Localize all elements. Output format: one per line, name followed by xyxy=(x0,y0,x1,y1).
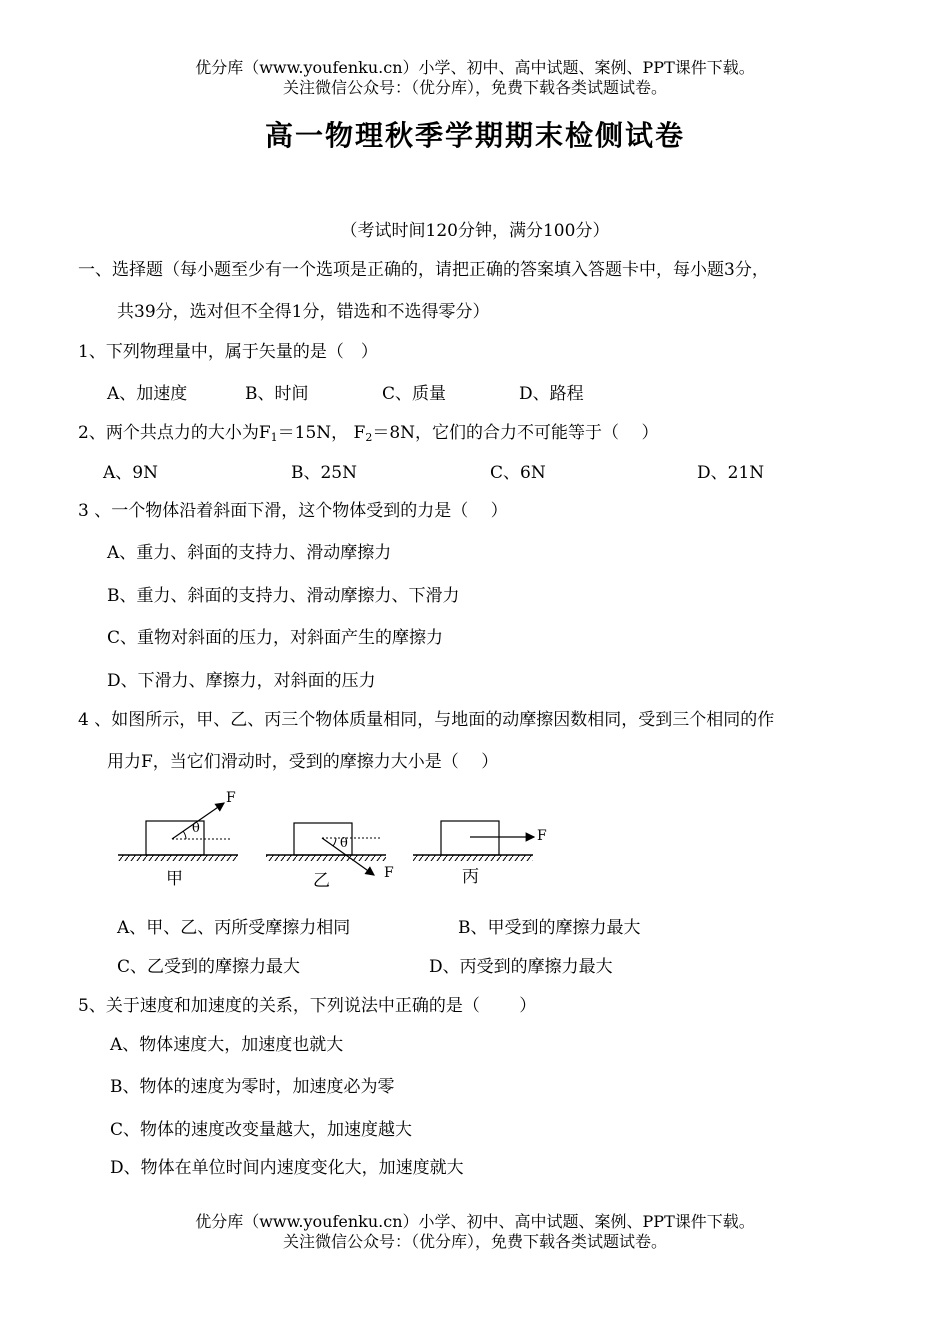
force-label-yi: F xyxy=(384,865,394,881)
label-jia: 甲 xyxy=(166,869,183,889)
figure-bing xyxy=(413,821,547,887)
q1-option-a: A、加速度 xyxy=(107,384,188,404)
q3-option-c: C、重物对斜面的压力，对斜面产生的摩擦力 xyxy=(107,628,444,648)
q1-option-d: D、路程 xyxy=(519,384,584,404)
section-heading: 一、选择题（每小题至少有一个选项是正确的，请把正确的答案填入答题卡中，每小题3分， xyxy=(78,260,769,280)
question-4-stem: 4 、如图所示，甲、乙、丙三个物体质量相同，与地面的动摩擦因数相同，受到三个相同的作 xyxy=(78,710,775,730)
section-heading-cont: 共39分，选对但不全得1分，错选和不选得零分） xyxy=(117,302,490,322)
question-1-stem: 1、下列物理量中，属于矢量的是（ ） xyxy=(78,342,378,362)
friction-figure xyxy=(110,785,560,895)
q4-option-c: C、乙受到的摩擦力最大 xyxy=(117,957,301,977)
question-3-stem: 3 、一个物体沿着斜面下滑，这个物体受到的力是（ ） xyxy=(78,501,508,521)
force-label-bing: F xyxy=(537,828,547,844)
figure-jia xyxy=(118,790,238,889)
q5-option-b: B、物体的速度为零时，加速度必为零 xyxy=(110,1077,395,1097)
q2-option-c: C、6N xyxy=(490,463,546,483)
angle-label-jia: θ xyxy=(192,821,200,836)
q4-option-d: D、丙受到的摩擦力最大 xyxy=(429,957,613,977)
q4-option-b: B、甲受到的摩擦力最大 xyxy=(458,918,641,938)
question-4-stem-cont: 用力F，当它们滑动时，受到的摩擦力大小是（ ） xyxy=(107,752,499,772)
force-label-jia: F xyxy=(226,790,236,806)
q2-option-b: B、25N xyxy=(291,463,357,483)
question-5-stem: 5、关于速度和加速度的关系，下列说法中正确的是（ ） xyxy=(78,996,537,1016)
footer-line-2: 关注微信公众号：（优分库），免费下载各类试题试卷。 xyxy=(282,1232,667,1251)
page-title: 高一物理秋季学期期末检侧试卷 xyxy=(264,119,685,152)
header-line-2: 关注微信公众号：（优分库），免费下载各类试题试卷。 xyxy=(282,78,667,97)
angle-label-yi: θ xyxy=(340,836,348,851)
label-bing: 丙 xyxy=(462,867,479,887)
exam-info: （考试时间120分钟，满分100分） xyxy=(340,221,610,241)
question-2-stem: 2、两个共点力的大小为$F_1=15N$， $F_2=8N$，它们的合力不可能等于（ ） xyxy=(78,423,659,444)
footer-line-1: 优分库（www.youfenku.cn）小学、初中、高中试题、案例、PPT课件下载。 xyxy=(195,1212,755,1231)
q3-option-d: D、下滑力、摩擦力，对斜面的压力 xyxy=(107,671,376,691)
figure-yi xyxy=(266,823,394,891)
q5-option-d: D、物体在单位时间内速度变化大，加速度就大 xyxy=(110,1158,464,1178)
label-yi: 乙 xyxy=(313,871,330,891)
q2-option-d: D、21N xyxy=(697,463,765,483)
q2-option-a: A、9N xyxy=(103,463,158,483)
q3-option-b: B、重力、斜面的支持力、滑动摩擦力、下滑力 xyxy=(107,586,460,606)
q1-option-b: B、时间 xyxy=(245,384,309,404)
q4-option-a: A、甲、乙、丙所受摩擦力相同 xyxy=(117,918,351,938)
q5-option-c: C、物体的速度改变量越大，加速度越大 xyxy=(110,1120,413,1140)
header-line-1: 优分库（www.youfenku.cn）小学、初中、高中试题、案例、PPT课件下载。 xyxy=(195,58,755,77)
q5-option-a: A、物体速度大，加速度也就大 xyxy=(110,1035,344,1055)
q3-option-a: A、重力、斜面的支持力、滑动摩擦力 xyxy=(107,543,392,563)
q1-option-c: C、质量 xyxy=(382,384,447,404)
